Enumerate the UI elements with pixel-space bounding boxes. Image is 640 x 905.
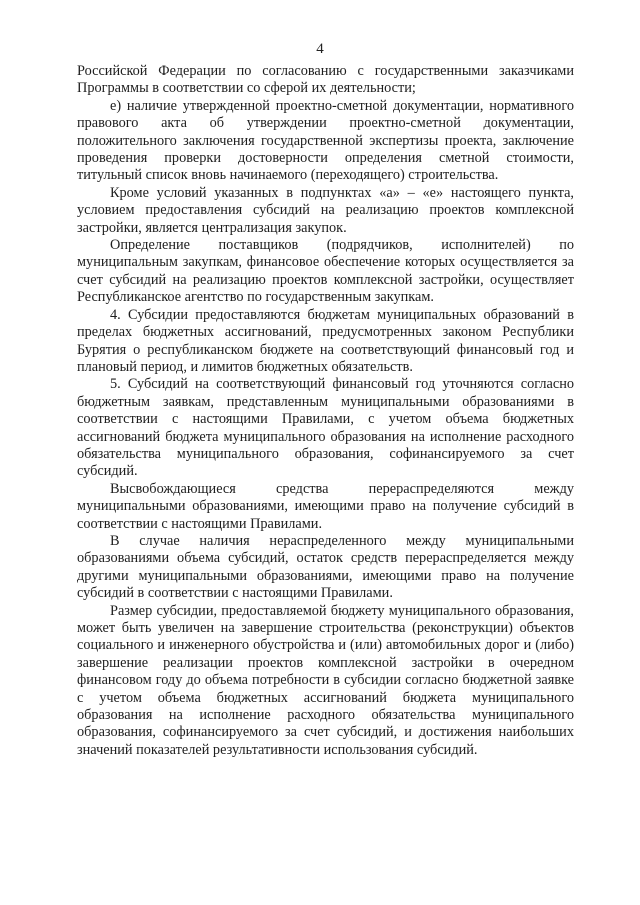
paragraph-subitem-e: е) наличие утвержденной проектно-сметной документации, нормативного правового акта об утверждении проектно-сметной документации, положительного заключения государственной экспертизы проекта, заключение проведения проверки достоверности определения сметной стоимости, титульный список вновь начинаемого (переходящего) строительства.: [77, 97, 574, 184]
paragraph-undistributed: В случае наличия нераспределенного между муниципальными образованиями объема субсидий, остаток средств перераспределяется между другими муниципальными образованиями, имеющими право на получение субсидий в соответствии с настоящими Правилами.: [77, 532, 574, 602]
paragraph-item-4: 4. Субсидии предоставляются бюджетам муниципальных образований в пределах бюджетных ассигнований, предусмотренных законом Республики Бурятия о республиканском бюджете на соответствующий финансовый год и плановый период, и лимитов бюджетных обязательств.: [77, 306, 574, 375]
paragraph-subsidy-size: Размер субсидии, предоставляемой бюджету муниципального образования, может быть увеличен на завершение строительства (реконструкции) объектов социального и инженерного обустройства и (или) автомобильных дорог и (либо) завершение реализации проектов комплексной застройки в очередном финансовом году до объема потребности в субсидии согласно бюджетной заявке с учетом объема бюджетных ассигнований бюджета муниципального образования на исполнение расходного обязательства муниципального образования, софинансируемого за счет субсидий, и достижения наибольших значений показателей результативности использования субсидий.: [77, 602, 574, 758]
paragraph-suppliers: Определение поставщиков (подрядчиков, исполнителей) по муниципальным закупкам, финансовое обеспечение которых осуществляется за счет субсидий на реализацию проектов комплексной застройки, осуществляет Республиканское агентство по государственным закупкам.: [77, 237, 574, 306]
page-number: 4: [316, 41, 324, 57]
paragraph-released-funds: Высвобождающиеся средства перераспределяются между муниципальными образованиями, имеющими право на получение субсидий в соответствии с настоящими Правилами.: [77, 480, 574, 532]
paragraph-item-5: 5. Субсидий на соответствующий финансовый год уточняются согласно бюджетным заявкам, представленным муниципальными образованиями в соответствии с настоящими Правилами, с учетом объема бюджетных ассигнований бюджета муниципального образования на исполнение расходного обязательства муниципального образования, софинансируемого за счет субсидий.: [77, 376, 574, 480]
paragraph-continuation: Российской Федерации по согласованию с государственными заказчиками Программы в соответствии со сферой их деятельности;: [77, 63, 574, 97]
paragraph-conditions: Кроме условий указанных в подпунктах «а» – «е» настоящего пункта, условием предоставления субсидий на реализацию проектов комплексной застройки, является централизация закупок.: [77, 184, 574, 236]
document-body: [77, 63, 574, 759]
